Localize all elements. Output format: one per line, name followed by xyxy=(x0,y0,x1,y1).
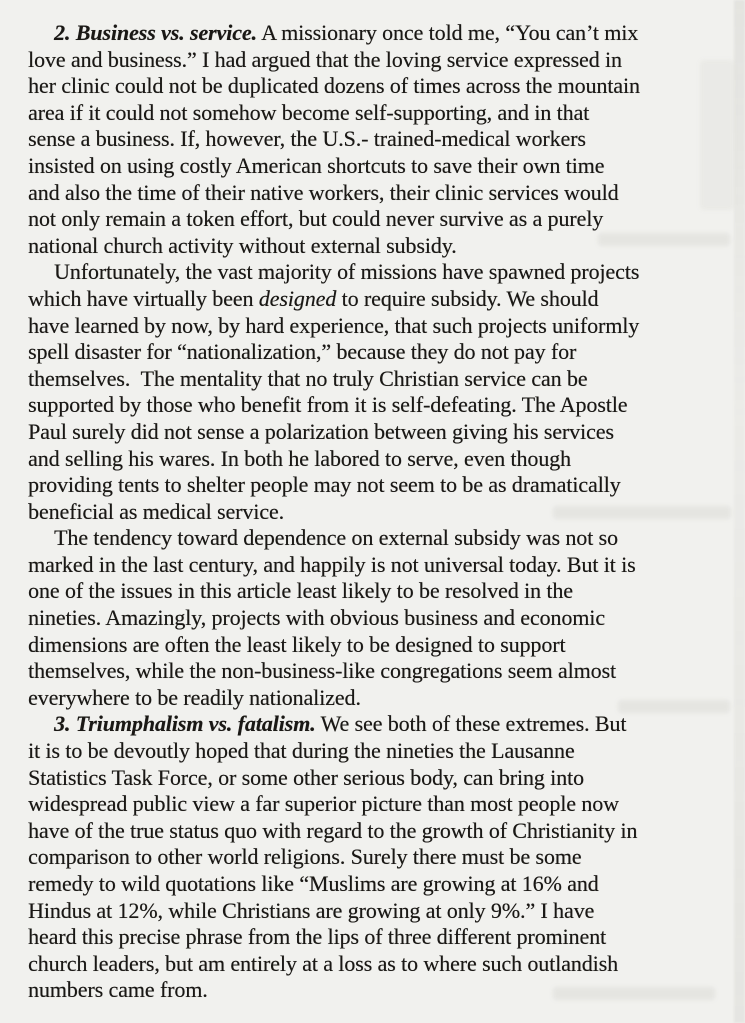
text-run: insisted on using costly American shortcuts to save their own time xyxy=(28,152,605,178)
text-run: nineties. Amazingly, projects with obvious business and economic xyxy=(28,605,605,631)
text-run: not only remain a token effort, but could never survive as a purely xyxy=(28,206,604,232)
text-line xyxy=(28,871,738,898)
text-line xyxy=(28,233,738,260)
paragraph xyxy=(28,20,738,259)
article-text-block xyxy=(28,20,738,1004)
text-line xyxy=(28,313,738,340)
text-run: The tendency toward dependence on external subsidy was not so xyxy=(54,525,618,551)
text-line xyxy=(28,791,738,818)
text-run: which have virtually been xyxy=(28,285,259,311)
text-line xyxy=(28,552,738,579)
text-run: remedy to wild quotations like “Muslims are growing at 16% and xyxy=(28,871,599,896)
text-line xyxy=(28,286,738,313)
text-line xyxy=(28,738,738,765)
text-run: spell disaster for “nationalization,” because they do not pay for xyxy=(28,339,577,365)
text-line xyxy=(28,951,738,978)
text-run: marked in the last century, and happily is not universal today. But it is xyxy=(28,551,636,577)
text-line xyxy=(28,977,738,1004)
text-line xyxy=(28,419,738,446)
text-line xyxy=(28,499,738,526)
text-line xyxy=(28,765,738,792)
text-run: themselves, while the non-business-like congregations seem almost xyxy=(28,658,616,684)
text-run: church leaders, but am entirely at a loss as to where such outlandish xyxy=(28,950,618,976)
text-run: We see both of these extremes. But xyxy=(315,711,627,737)
text-run: everywhere to be readily nationalized. xyxy=(28,684,361,710)
text-run: have of the true status quo with regard to the growth of Christianity in xyxy=(28,817,638,843)
text-run: heard this precise phrase from the lips of three different prominent xyxy=(28,924,607,950)
text-run: love and business.” I had argued that the loving service expressed in xyxy=(28,46,622,72)
section-heading: 2. Business vs. service. xyxy=(54,20,257,45)
text-run: Paul surely did not sense a polarization between giving his services xyxy=(28,418,614,444)
text-line xyxy=(28,392,738,419)
text-line xyxy=(28,844,738,871)
text-line xyxy=(28,605,738,632)
text-line xyxy=(28,126,738,153)
text-line xyxy=(28,259,738,286)
text-run: it is to be devoutly hoped that during the nineties the Lausanne xyxy=(28,738,575,764)
text-run: numbers came from. xyxy=(28,977,208,1003)
emphasized-text: designed xyxy=(258,285,337,311)
text-line xyxy=(28,20,738,47)
text-run: have learned by now, by hard experience, that such projects uniformly xyxy=(28,312,640,338)
text-line xyxy=(28,446,738,473)
text-run: national church activity without external subsidy. xyxy=(28,232,457,258)
text-run: widespread public view a far superior picture than most people now xyxy=(28,791,619,817)
text-line xyxy=(28,711,738,738)
text-line xyxy=(28,73,738,100)
text-run: dimensions are often the least likely to be designed to support xyxy=(28,631,566,657)
text-line xyxy=(28,632,738,659)
text-run: supported by those who benefit from it is self-defeating. The Apostle xyxy=(28,392,628,418)
text-run: beneficial as medical service. xyxy=(28,498,284,524)
text-line xyxy=(28,153,738,180)
paragraph xyxy=(28,525,738,711)
text-line xyxy=(28,472,738,499)
text-run: themselves. The mentality that no truly Christian service can be xyxy=(28,365,588,391)
text-line xyxy=(28,47,738,74)
text-line xyxy=(28,339,738,366)
text-line xyxy=(28,100,738,127)
text-run: comparison to other world religions. Surely there must be some xyxy=(28,844,582,870)
text-line xyxy=(28,366,738,393)
text-run: her clinic could not be duplicated dozens of times across the mountain xyxy=(28,73,640,99)
text-line xyxy=(28,206,738,233)
text-run: A missionary once told me, “You can’t mix xyxy=(256,20,639,45)
text-run: Hindus at 12%, while Christians are growing at only 9%.” I have xyxy=(28,897,595,923)
text-run: Statistics Task Force, or some other serious body, can bring into xyxy=(28,764,584,790)
text-line xyxy=(28,818,738,845)
text-run: Unfortunately, the vast majority of missions have spawned projects xyxy=(54,259,640,285)
text-line xyxy=(28,685,738,712)
section-heading: 3. Triumphalism vs. fatalism. xyxy=(54,711,316,737)
text-run: area if it could not somehow become self-supporting, and in that xyxy=(28,99,590,125)
text-run: providing tents to shelter people may not seem to be as dramatically xyxy=(28,472,621,498)
text-run: to require subsidy. We should xyxy=(336,285,599,311)
text-run: one of the issues in this article least likely to be resolved in the xyxy=(28,578,573,604)
text-line xyxy=(28,180,738,207)
text-run: sense a business. If, however, the U.S.- trained-medical workers xyxy=(28,126,586,152)
text-line xyxy=(28,578,738,605)
paragraph xyxy=(28,259,738,525)
text-line xyxy=(28,924,738,951)
paragraph xyxy=(28,711,738,1004)
text-run: and also the time of their native workers, their clinic services would xyxy=(28,179,619,205)
text-run: and selling his wares. In both he labored to serve, even though xyxy=(28,445,571,471)
text-line xyxy=(28,898,738,925)
text-line xyxy=(28,525,738,552)
text-line xyxy=(28,658,738,685)
